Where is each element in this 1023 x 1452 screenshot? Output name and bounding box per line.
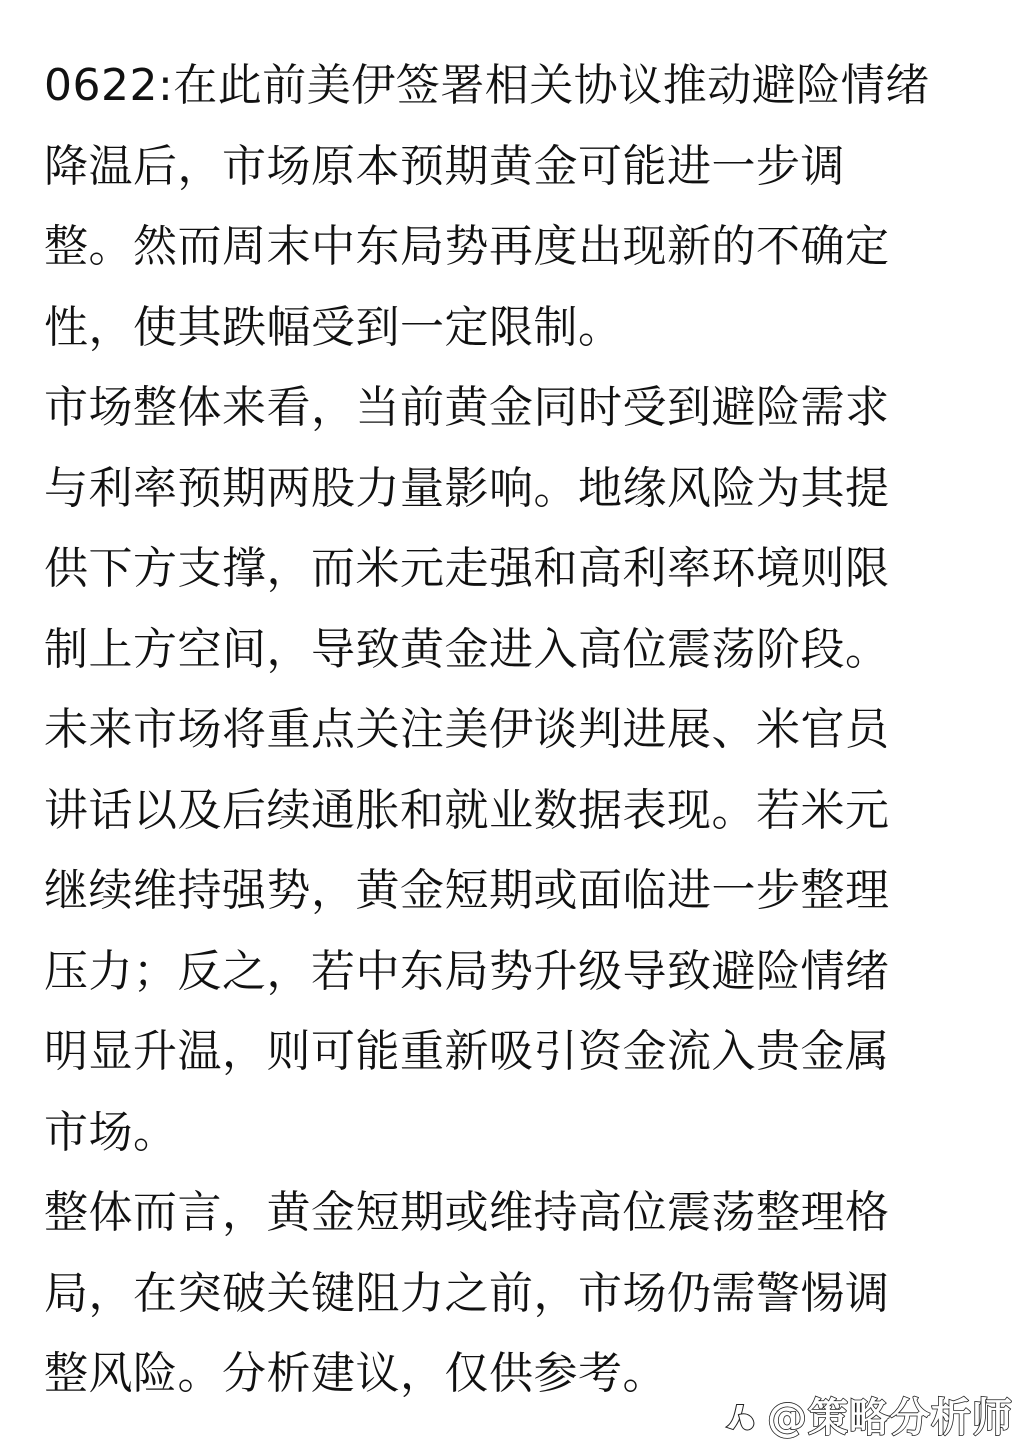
text-line: 降温后，市场原本预期黄金可能进一步调 <box>44 140 845 192</box>
zhihu-style-logo-icon <box>719 1393 761 1435</box>
text-line: 讲话以及后续通胀和就业数据表现。若米元 <box>44 784 890 836</box>
author-watermark <box>719 1388 1013 1440</box>
text-line: 局，在突破关键阻力之前，市场仍需警惕调 <box>44 1267 890 1319</box>
text-line: 整体而言，黄金短期或维持高位震荡整理格 <box>44 1187 890 1238</box>
text-line: 市场整体来看，当前黄金同时受到避险需求 <box>44 382 890 433</box>
text-line: 供下方支撑，而米元走强和高利率环境则限 <box>44 543 890 594</box>
text-line: 未来市场将重点关注美伊谈判进展、米官员 <box>44 704 890 755</box>
text-line: 与利率预期两股力量影响。地缘风险为其提 <box>44 462 890 514</box>
text-line: 市场。 <box>44 1106 178 1158</box>
text-line: 性，使其跌幅受到一定限制。 <box>44 301 623 353</box>
text-line: 0622:在此前美伊签署相关协议推动避险情绪 <box>44 60 930 111</box>
text-line: 整。然而周末中东局势再度出现新的不确定 <box>44 221 890 272</box>
text-line: 明显升温，则可能重新吸引资金流入贵金属 <box>44 1026 890 1077</box>
article-body <box>44 46 994 1415</box>
text-line: 制上方空间，导致黄金进入高位震荡阶段。 <box>44 623 890 675</box>
text-line: 压力；反之，若中东局势升级导致避险情绪 <box>44 945 890 997</box>
watermark-text: @策略分析师 <box>767 1394 1013 1441</box>
text-line: 继续维持强势，黄金短期或面临进一步整理 <box>44 865 890 916</box>
text-line: 整风险。分析建议，仅供参考。 <box>44 1348 667 1399</box>
